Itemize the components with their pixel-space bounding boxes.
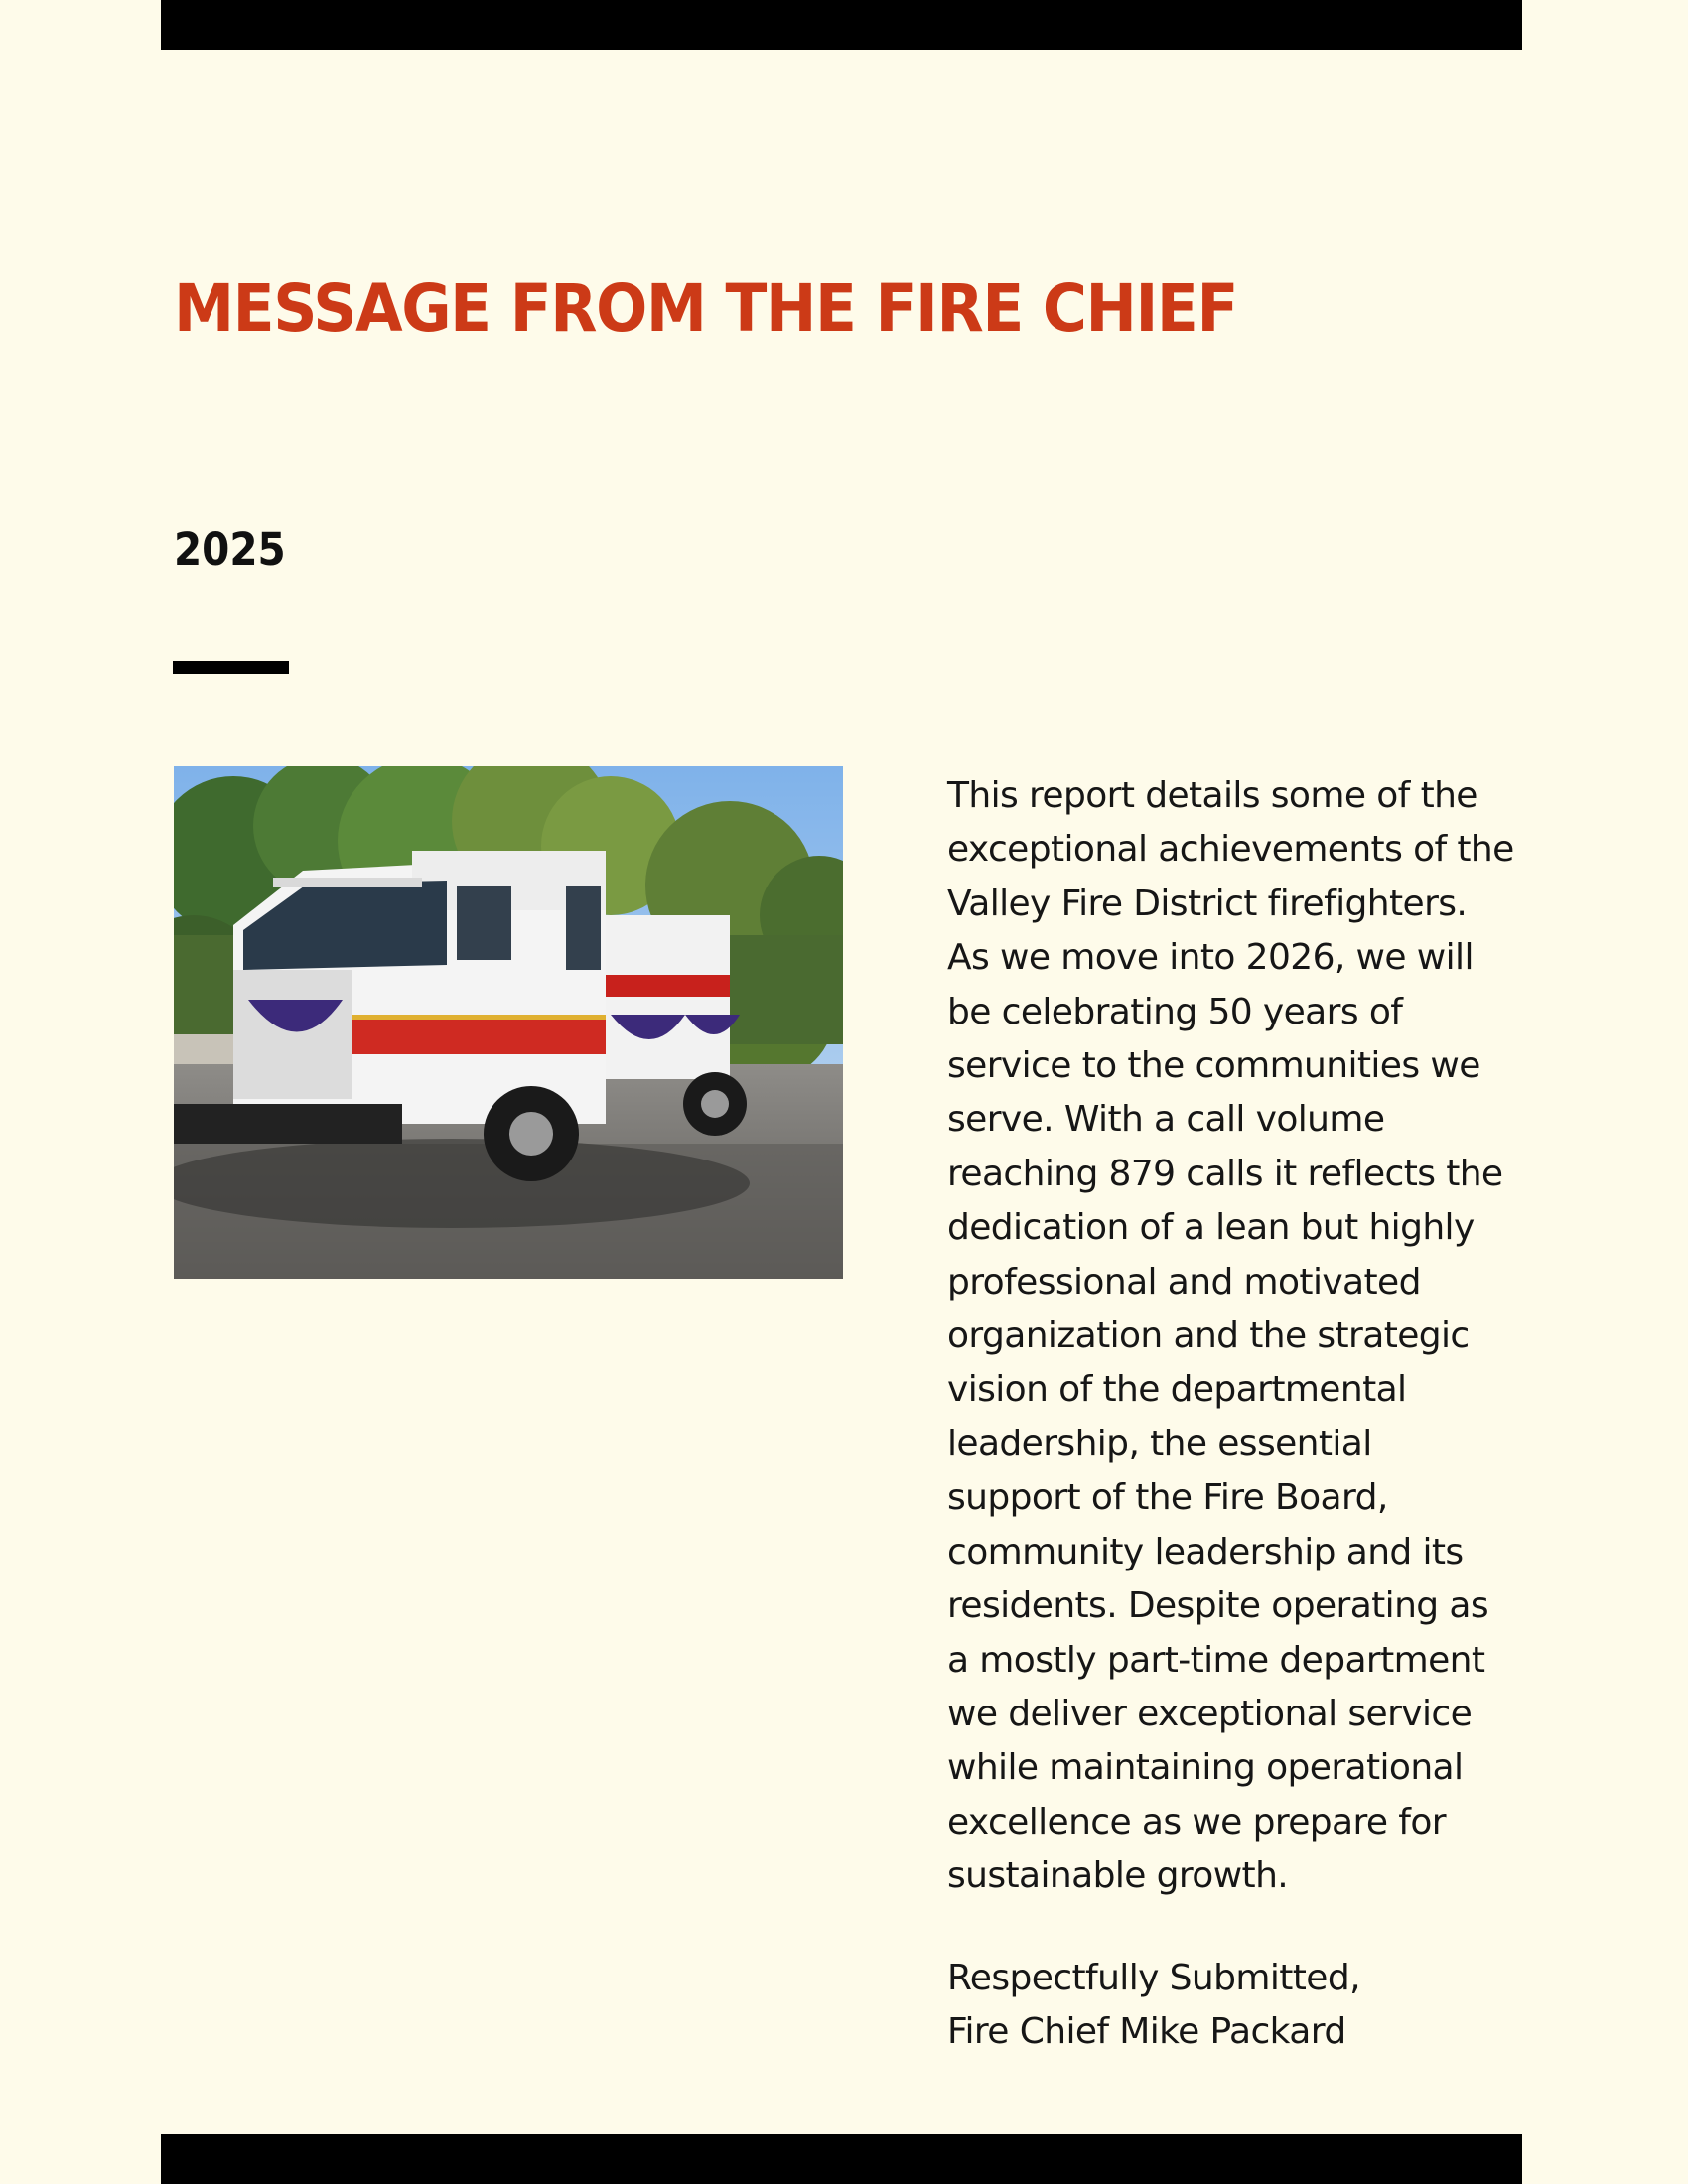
report-year: 2025 [174,523,286,576]
body-line: vision of the departmental [947,1369,1407,1411]
closing-salutation: Respectfully Submitted, [947,1958,1360,1998]
body-line: leadership, the essential [947,1423,1372,1464]
body-line: professional and motivated [947,1261,1421,1302]
message-body [947,769,1543,1904]
chief-signature: Fire Chief Mike Packard [947,2011,1346,2053]
body-line: reaching 879 calls it reflects the [947,1153,1503,1194]
body-line: while maintaining operational [947,1747,1464,1789]
body-line: organization and the strategic [947,1315,1470,1357]
body-line: serve. With a call volume [947,1099,1385,1141]
body-line: be celebrating 50 years of [947,991,1403,1032]
body-line: excellence as we prepare for [947,1801,1447,1843]
body-line: Valley Fire District firefighters. [947,883,1468,924]
body-line: As we move into 2026, we will [947,937,1474,979]
top-border-bar [161,0,1522,50]
body-line: support of the Fire Board, [947,1477,1388,1519]
fire-engine-photo [174,766,843,1279]
body-line: community leadership and its [947,1531,1464,1572]
body-line: we deliver exceptional service [947,1693,1473,1734]
body-line: service to the communities we [947,1045,1480,1087]
closing-signature-block [947,1952,1543,2060]
section-divider [173,661,289,674]
body-line: residents. Despite operating as [947,1585,1489,1627]
body-line: dedication of a lean but highly [947,1207,1475,1249]
body-line: a mostly part-time department [947,1639,1485,1681]
body-line: sustainable growth. [947,1855,1289,1897]
body-line: exceptional achievements of the [947,829,1514,871]
body-line: This report details some of the [947,775,1477,816]
page-title: MESSAGE FROM THE FIRE CHIEF [174,270,1237,346]
bottom-border-bar [161,2134,1522,2184]
